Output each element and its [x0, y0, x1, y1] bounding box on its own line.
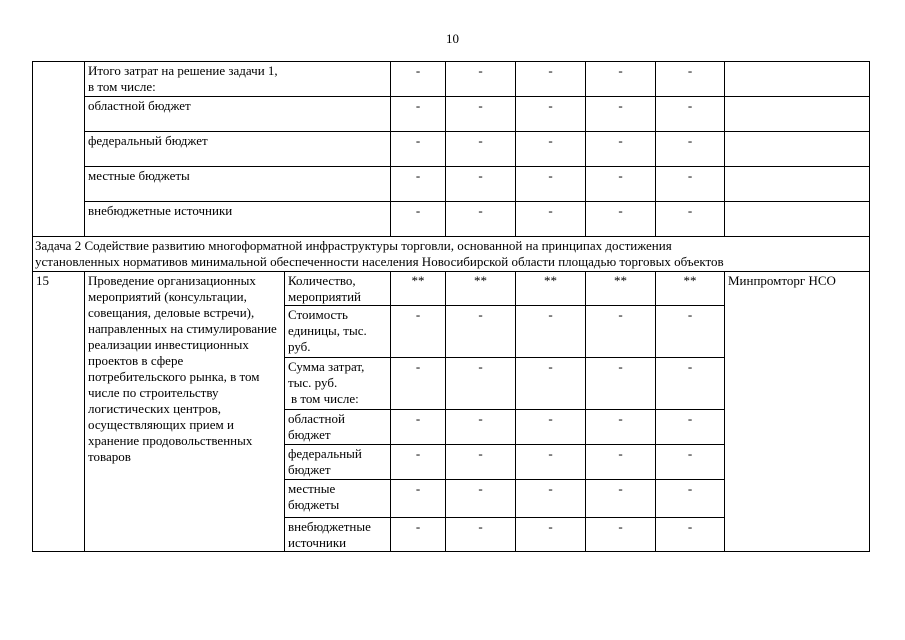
value-cell: - — [656, 167, 725, 202]
value-cell: - — [446, 358, 516, 410]
value-cell: - — [586, 132, 656, 167]
value-cell: - — [391, 410, 446, 445]
summary-label: федеральный бюджет — [85, 132, 391, 167]
value-cell: - — [516, 202, 586, 237]
value-cell: - — [446, 62, 516, 97]
value-cell: - — [391, 202, 446, 237]
value-cell: - — [586, 410, 656, 445]
number-cell — [33, 62, 85, 237]
value-cell: - — [516, 167, 586, 202]
value-cell: - — [391, 518, 446, 552]
value-cell: ** — [446, 272, 516, 306]
value-cell: - — [586, 445, 656, 480]
value-cell: - — [516, 62, 586, 97]
executor-cell — [725, 202, 870, 237]
executor-cell: Минпромторг НСО — [725, 272, 870, 552]
value-cell: - — [391, 358, 446, 410]
summary-label: местные бюджеты — [85, 167, 391, 202]
indicator-label: Количество, мероприятий — [285, 272, 391, 306]
value-cell: - — [391, 62, 446, 97]
summary-label: областной бюджет — [85, 97, 391, 132]
value-cell: - — [656, 445, 725, 480]
value-cell: - — [656, 358, 725, 410]
table-row — [33, 97, 870, 132]
value-cell: - — [516, 518, 586, 552]
task-heading-row — [33, 237, 870, 272]
value-cell: - — [656, 132, 725, 167]
value-cell: - — [516, 445, 586, 480]
executor-cell — [725, 97, 870, 132]
value-cell: - — [391, 132, 446, 167]
value-cell: ** — [586, 272, 656, 306]
value-cell: - — [391, 97, 446, 132]
value-cell: - — [656, 202, 725, 237]
value-cell: - — [516, 480, 586, 518]
value-cell: - — [516, 358, 586, 410]
value-cell: - — [516, 132, 586, 167]
value-cell: - — [586, 518, 656, 552]
value-cell: - — [391, 445, 446, 480]
executor-cell — [725, 62, 870, 97]
value-cell: - — [656, 97, 725, 132]
indicator-label: федеральный бюджет — [285, 445, 391, 480]
value-cell: - — [516, 410, 586, 445]
executor-cell — [725, 167, 870, 202]
value-cell: - — [446, 480, 516, 518]
value-cell: - — [586, 97, 656, 132]
table-row — [33, 167, 870, 202]
indicator-label: областной бюджет — [285, 410, 391, 445]
item-description: Проведение организационных мероприятий (консультации, совещания, деловые встречи), направленных на стимулирование реализации инвестиционных проектов в сфере потребительского рынка, в том числе по строительству логистических центров, осуществляющих прием и хранение продовольственных товаров — [85, 272, 285, 552]
indicator-label: Сумма затрат, тыс. руб. в том числе: — [285, 358, 391, 410]
page-number: 10 — [446, 31, 459, 46]
value-cell: - — [656, 480, 725, 518]
value-cell: - — [586, 202, 656, 237]
program-table — [32, 61, 870, 552]
table-row — [33, 132, 870, 167]
summary-label: внебюджетные источники — [85, 202, 391, 237]
value-cell: - — [446, 410, 516, 445]
value-cell: - — [446, 97, 516, 132]
value-cell: - — [586, 480, 656, 518]
value-cell: ** — [656, 272, 725, 306]
value-cell: - — [586, 62, 656, 97]
indicator-label: внебюджетные источники — [285, 518, 391, 552]
value-cell: - — [586, 167, 656, 202]
indicator-label: местные бюджеты — [285, 480, 391, 518]
value-cell: - — [586, 306, 656, 358]
value-cell: - — [446, 306, 516, 358]
table-row — [33, 202, 870, 237]
table-row — [33, 272, 870, 306]
value-cell: - — [446, 445, 516, 480]
value-cell: ** — [391, 272, 446, 306]
value-cell: ** — [516, 272, 586, 306]
value-cell: - — [586, 358, 656, 410]
value-cell: - — [656, 306, 725, 358]
value-cell: - — [516, 306, 586, 358]
value-cell: - — [391, 167, 446, 202]
task-heading: Задача 2 Содействие развитию многоформатной инфраструктуры торговли, основанной на принципах достижения установленных нормативов минимальной обеспеченности населения Новосибирской области площадью торговых объектов — [33, 237, 870, 272]
summary-label: Итого затрат на решение задачи 1, в том числе: — [85, 62, 391, 97]
value-cell: - — [656, 518, 725, 552]
value-cell: - — [446, 202, 516, 237]
indicator-label: Стоимость единицы, тыс. руб. — [285, 306, 391, 358]
value-cell: - — [656, 410, 725, 445]
value-cell: - — [656, 62, 725, 97]
item-number: 15 — [33, 272, 85, 552]
value-cell: - — [391, 306, 446, 358]
value-cell: - — [391, 480, 446, 518]
executor-cell — [725, 132, 870, 167]
value-cell: - — [446, 518, 516, 552]
value-cell: - — [516, 97, 586, 132]
value-cell: - — [446, 167, 516, 202]
table-row — [33, 62, 870, 97]
value-cell: - — [446, 132, 516, 167]
